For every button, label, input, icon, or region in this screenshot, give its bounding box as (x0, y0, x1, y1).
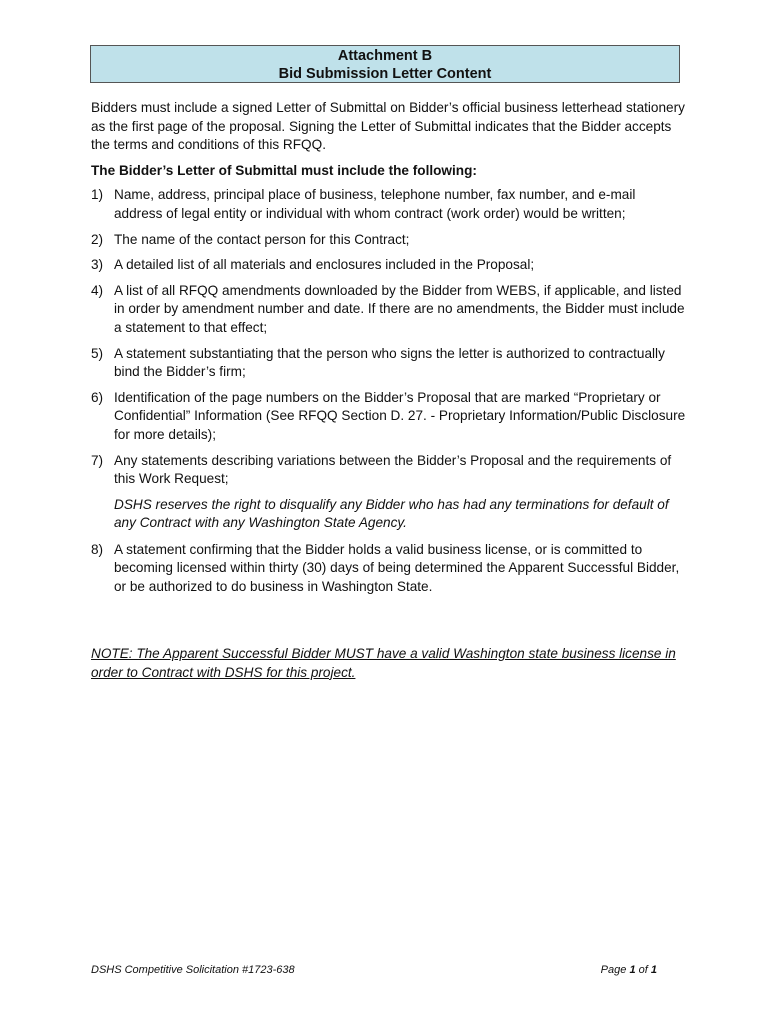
list-item-number: 1) (91, 187, 104, 203)
list-item (91, 231, 686, 250)
list-item (91, 389, 686, 445)
list-item-number: 2) (91, 231, 104, 247)
requirements-list-continued (91, 541, 686, 597)
list-item (91, 186, 686, 223)
attachment-subtitle: Bid Submission Letter Content (278, 66, 492, 82)
attachment-title: Attachment B (337, 48, 433, 64)
list-item-text: A statement substantiating that the person who signs the letter is authorized to contractually bind the Bidder’s firm; (114, 345, 665, 380)
list-item (91, 452, 686, 489)
requirements-lead: The Bidder’s Letter of Submittal must include the following: (91, 162, 477, 178)
list-item-number: 6) (91, 389, 104, 405)
document-body (91, 99, 686, 604)
solicitation-label: DSHS Competitive Solicitation #1723-638 (91, 964, 295, 976)
page-word: Page (600, 964, 627, 976)
list-item-text: A statement confirming that the Bidder holds a valid business license, or is committed to becoming licensed within thirty (30) days of being determined the Apparent Successful Bidder, or be authorized to do business in Washington State. (114, 541, 680, 595)
list-item-number: 4) (91, 282, 104, 298)
list-item (91, 282, 686, 338)
list-item (91, 345, 686, 382)
disqualification-warning: DSHS reserves the right to disqualify any Bidder who has had any terminations for default of any Contract with any Washington State Agency. (114, 496, 669, 531)
page-current: 1 (629, 964, 636, 976)
page-of: of (638, 964, 648, 976)
list-item-text: Any statements describing variations between the Bidder’s Proposal and the requirements of this Work Request; (114, 452, 672, 487)
list-item-text: A detailed list of all materials and enclosures included in the Proposal; (114, 257, 535, 273)
list-item-number: 7) (91, 452, 104, 468)
list-item (91, 256, 686, 275)
list-item-text: A list of all RFQQ amendments downloaded by the Bidder from WEBS, if applicable, and listed in order by amendment number and date. If there are no amendments, the Bidder must include a statement to that effect; (114, 282, 685, 335)
list-item-number: 8) (91, 541, 104, 557)
page-indicator (601, 963, 657, 977)
list-item (91, 541, 686, 597)
list-item-text: The name of the contact person for this Contract; (114, 231, 410, 247)
list-item-text: Name, address, principal place of business, telephone number, fax number, and e-mail address of legal entity or individual with whom contract (work order) would be written; (114, 187, 636, 221)
intro-paragraph: Bidders must include a signed Letter of Submittal on Bidder’s official business letterhead stationery as the first page of the proposal. Signing the Letter of Submittal indicates that the Bidder accepts the terms and conditions of this RFQQ. (91, 100, 685, 153)
page-total: 1 (650, 964, 657, 976)
list-item-text: Identification of the page numbers on the Bidder’s Proposal that are marked “Proprietary or Confidential” Information (See RFQQ Section D. 27. - Proprietary Information/Public Disclosure for more details); (114, 389, 686, 442)
list-item-number: 5) (91, 345, 104, 361)
license-note: NOTE: The Apparent Successful Bidder MUST have a valid Washington state business license in order to Contract with DSHS for this project. (91, 646, 676, 680)
attachment-header-box (90, 45, 680, 83)
requirements-list (91, 186, 686, 488)
list-item-number: 3) (91, 257, 104, 273)
